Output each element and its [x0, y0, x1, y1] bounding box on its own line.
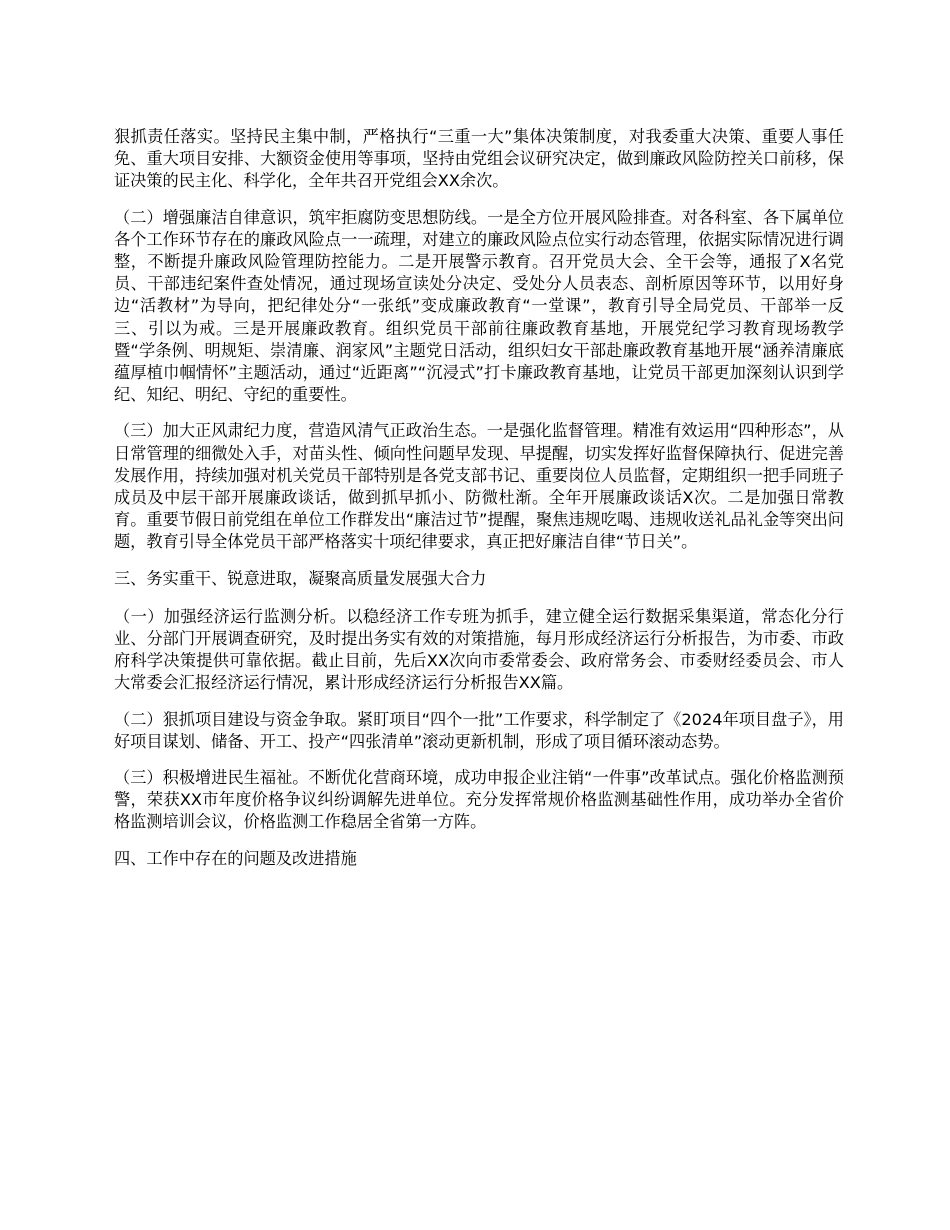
section-heading-three: 三、务实重干、锐意进取，凝聚高质量发展强大合力: [114, 568, 487, 588]
paragraph-responsibility: 狠抓责任落实。坚持民主集中制，严格执行“三重一大”集体决策制度，对我委重大决策、重要人事任免、重大项目安排、大额资金使用等事项，坚持由党组会议研究决定，做到廉政风险防控关口前移，保证决策的民主化、科学化，全年共召开党组会XX余次。: [114, 127, 844, 191]
paragraph-discipline: （三）加大正风肃纪力度，营造风清气正政治生态。一是强化监督管理。精准有效运用“四种形态”，从日常管理的细微处入手，对苗头性、倾向性问题早发现、早提醒，切实发挥好监督保障执行、促进完善发展作用，持续加强对机关党员干部特别是各党支部书记、重要岗位人员监督，定期组织一把手同班子成员及中层干部开展廉政谈话，做到抓早抓小、防微杜渐。全年开展廉政谈话X次。二是加强日常教育。重要节假日前党组在单位工作群发出“廉洁过节”提醒，聚焦违规吃喝、违规收送礼品礼金等突出问题，教育引导全体党员干部严格落实十项纪律要求，真正把好廉洁自律“节日关”。: [114, 421, 844, 552]
document-body: [114, 126, 844, 886]
paragraph-integrity-awareness: （二）增强廉洁自律意识，筑牢拒腐防变思想防线。一是全方位开展风险排查。对各科室、各下属单位各个工作环节存在的廉政风险点一一疏理，对建立的廉政风险点位实行动态管理，依据实际情况进行调整，不断提升廉政风险管理防控能力。二是开展警示教育。召开党员大会、全干会等，通报了X名党员、干部违纪案件查处情况，通过现场宣读处分决定、受处分人员表态、剖析原因等环节，以用好身边“活教材”为导向，把纪律处分“一张纸”变成廉政教育“一堂课”，教育引导全局党员、干部举一反三、引以为戒。三是开展廉政教育。组织党员干部前往廉政教育基地，开展党纪学习教育现场教学暨“学条例、明规矩、崇清廉、润家风”主题党日活动，组织妇女干部赴廉政教育基地开展“涵养清廉底蕴厚植巾帼情怀”主题活动，通过“近距离”“沉浸式”打卡廉政教育基地，让党员干部更加深刻认识到学纪、知纪、明纪、守纪的重要性。: [114, 207, 844, 405]
section-heading-four: 四、工作中存在的问题及改进措施: [114, 848, 357, 868]
paragraph-livelihood: （三）积极增进民生福祉。不断优化营商环境，成功申报企业注销“一件事”改革试点。强化价格监测预警，荣获XX市年度价格争议纠纷调解先进单位。充分发挥常规价格监测基础性作用，成功举办全省价格监测培训会议，价格监测工作稳居全省第一方阵。: [114, 768, 844, 832]
paragraph-economic-monitoring: （一）加强经济运行监测分析。以稳经济工作专班为抓手，建立健全运行数据采集渠道，常态化分行业、分部门开展调查研究，及时提出务实有效的对策措施，每月形成经济运行分析报告，为市委、市政府科学决策提供可靠依据。截止目前，先后XX次向市委常委会、政府常务会、市委财经委员会、市人大常委会汇报经济运行情况，累计形成经济运行分析报告XX篇。: [114, 606, 844, 693]
paragraph-project-construction: （二）狠抓项目建设与资金争取。紧盯项目“四个一批”工作要求，科学制定了《2024年项目盘子》，用好项目谋划、储备、开工、投产“四张清单”滚动更新机制，形成了项目循环滚动态势。: [114, 709, 844, 751]
